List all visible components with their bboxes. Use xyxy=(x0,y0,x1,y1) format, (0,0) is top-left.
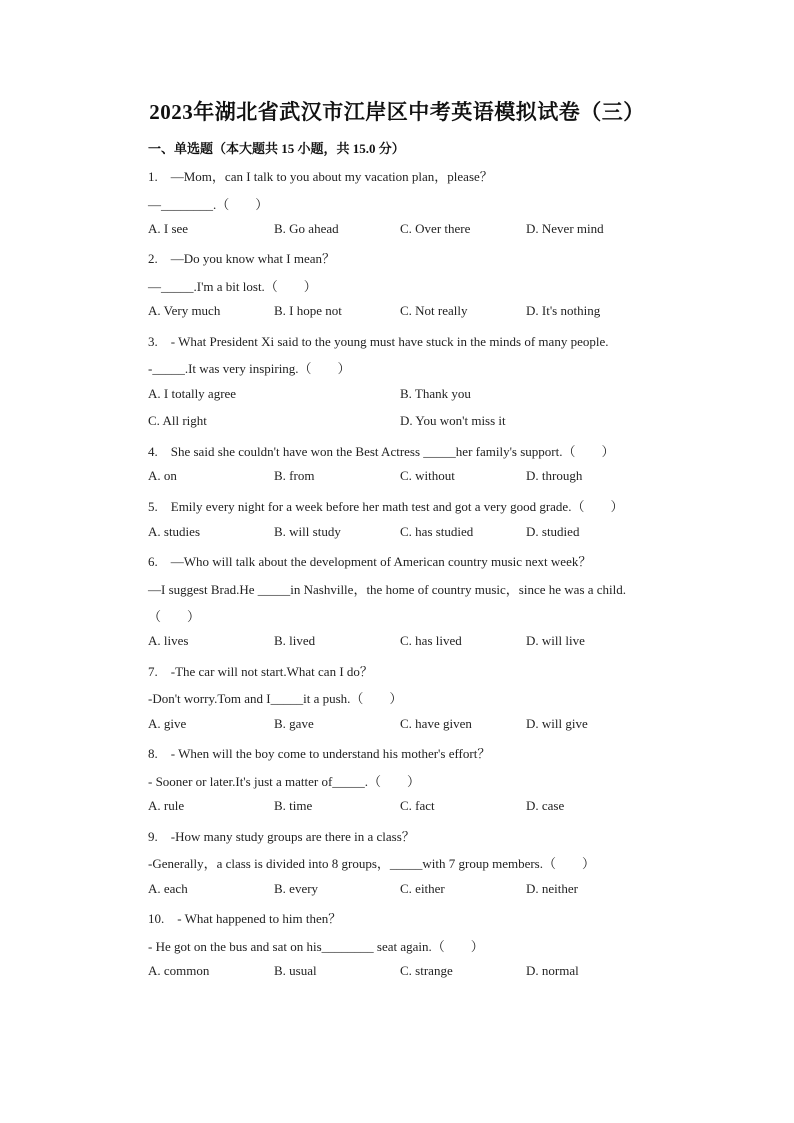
question-7-stem: 7. -The car will not start.What can I do？ xyxy=(148,664,373,679)
question-9-blank-line: -Generally，a class is divided into 8 groups，_____with 7 group members.（ ） xyxy=(148,856,595,871)
question-9-option-b: B. every xyxy=(274,881,319,896)
question-10-option-a: A. common xyxy=(148,963,210,978)
question-3-blank-line: -_____.It was very inspiring.（ ） xyxy=(148,361,351,376)
question-9-option-c: C. either xyxy=(400,881,445,896)
question-1-blank-line: —________.（ ） xyxy=(148,197,269,212)
question-2-stem: 2. —Do you know what I mean？ xyxy=(148,251,336,266)
section-header: 一、单选题（本大题共 15 小题，共 15.0 分） xyxy=(148,141,405,156)
question-5-option-a: A. studies xyxy=(148,524,200,539)
question-5-option-d: D. studied xyxy=(526,524,580,539)
question-4-stem: 4. She said she couldn't have won the Best Actress _____her family's support.（ ） xyxy=(148,444,615,459)
question-7-option-c: C. have given xyxy=(400,716,472,731)
question-8-option-d: D. case xyxy=(526,798,565,813)
question-3-option-c: C. All right xyxy=(148,413,207,428)
question-2-option-d: D. It's nothing xyxy=(526,303,601,318)
question-4-option-c: C. without xyxy=(400,468,455,483)
question-5-stem: 5. Emily every night for a week before her math test and got a very good grade.（ ） xyxy=(148,499,624,514)
question-6-answer-paren: （ ） xyxy=(148,609,201,624)
question-6-blank-line: —I suggest Brad.He _____in Nashville，the home of country music，since he was a child. xyxy=(148,582,627,597)
question-6-option-c: C. has lived xyxy=(400,633,462,648)
question-4-option-b: B. from xyxy=(274,468,315,483)
question-7-option-a: A. give xyxy=(148,716,187,731)
question-8-option-a: A. rule xyxy=(148,798,185,813)
question-1-option-d: D. Never mind xyxy=(526,221,604,236)
question-3-option-d: D. You won't miss it xyxy=(400,413,506,428)
question-6-stem: 6. —Who will talk about the development of American country music next week？ xyxy=(148,554,592,569)
question-2-option-a: A. Very much xyxy=(148,303,221,318)
question-10-blank-line: - He got on the bus and sat on his________ seat again.（ ） xyxy=(148,939,484,954)
question-10-stem: 10. - What happened to him then？ xyxy=(148,911,342,926)
question-9-option-a: A. each xyxy=(148,881,188,896)
question-9-stem: 9. -How many study groups are there in a class？ xyxy=(148,829,415,844)
question-8-option-c: C. fact xyxy=(400,798,435,813)
question-9-option-d: D. neither xyxy=(526,881,578,896)
question-4-option-a: A. on xyxy=(148,468,177,483)
question-6-option-d: D. will live xyxy=(526,633,585,648)
question-2-blank-line: —_____.I'm a bit lost.（ ） xyxy=(148,279,317,294)
question-6-option-b: B. lived xyxy=(274,633,316,648)
exam-title: 2023年湖北省武汉市江岸区中考英语模拟试卷（三） xyxy=(149,100,645,124)
question-1-option-b: B. Go ahead xyxy=(274,221,339,236)
question-8-stem: 8. - When will the boy come to understand his mother's effort？ xyxy=(148,746,491,761)
question-1-option-a: A. I see xyxy=(148,221,189,236)
question-3-option-a: A. I totally agree xyxy=(148,386,237,401)
question-8-option-b: B. time xyxy=(274,798,313,813)
question-8-blank-line: - Sooner or later.It's just a matter of_____.（ ） xyxy=(148,774,421,789)
question-5-option-c: C. has studied xyxy=(400,524,474,539)
question-10-option-c: C. strange xyxy=(400,963,453,978)
question-6-option-a: A. lives xyxy=(148,633,189,648)
question-10-option-b: B. usual xyxy=(274,963,317,978)
question-3-option-b: B. Thank you xyxy=(400,386,471,401)
question-7-option-b: B. gave xyxy=(274,716,314,731)
question-5-option-b: B. will study xyxy=(274,524,341,539)
question-3-stem: 3. - What President Xi said to the young must have stuck in the minds of many people. xyxy=(148,334,609,349)
question-2-option-c: C. Not really xyxy=(400,303,468,318)
question-1-stem: 1. —Mom，can I talk to you about my vacation plan，please？ xyxy=(148,169,493,184)
question-7-option-d: D. will give xyxy=(526,716,588,731)
question-10-option-d: D. normal xyxy=(526,963,579,978)
question-1-option-c: C. Over there xyxy=(400,221,471,236)
question-7-blank-line: -Don't worry.Tom and I_____it a push.（ ） xyxy=(148,691,403,706)
question-2-option-b: B. I hope not xyxy=(274,303,342,318)
question-4-option-d: D. through xyxy=(526,468,583,483)
